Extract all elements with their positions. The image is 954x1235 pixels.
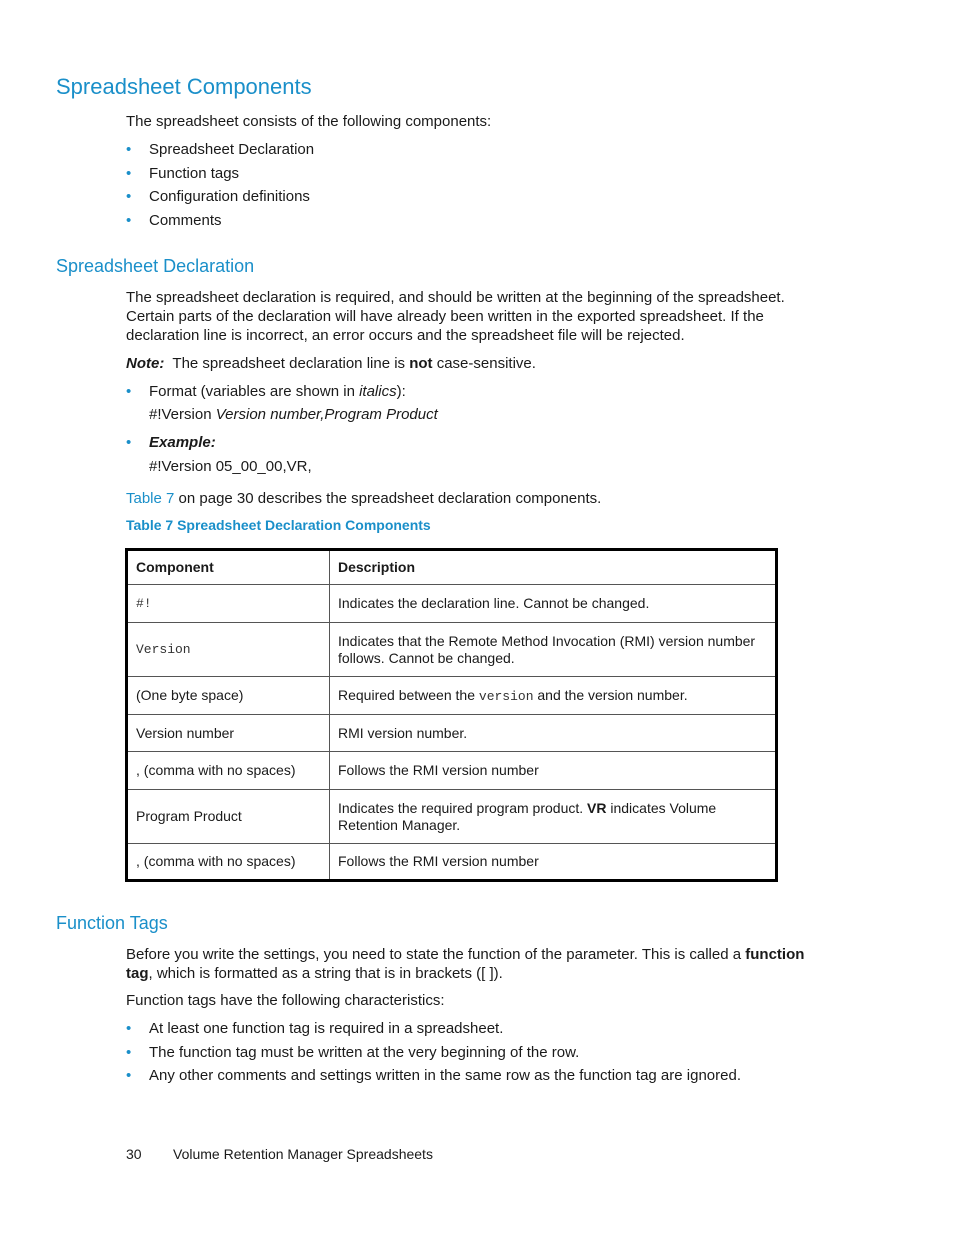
components-table: [125, 548, 778, 882]
table-cell-description: Follows the RMI version number: [330, 752, 777, 790]
declaration-paragraph: The spreadsheet declaration is required, and should be written at the beginning of the spreadsheet. Certain parts of the declaration will have already been written in the exported spreadsheet. If the declaration line is incorrect, an error occurs and the spreadsheet file will be rejected.: [126, 289, 785, 344]
format-line: #!Version Version number,Program Product: [149, 406, 438, 423]
bullet-icon: •: [126, 188, 132, 206]
list-item: • The function tag must be written at the very beginning of the row.: [126, 1041, 741, 1065]
bullet-icon: •: [126, 383, 132, 400]
chapter-title: Volume Retention Manager Spreadsheets: [173, 1146, 433, 1162]
table-cell-description: RMI version number.: [330, 715, 777, 752]
table-cell-component: (One byte space): [127, 677, 330, 715]
list-item: • Spreadsheet Declaration: [126, 138, 314, 162]
column-header-component: Component: [127, 550, 330, 585]
note-line: Note: The spreadsheet declaration line is not case-sensitive.: [126, 355, 536, 372]
table-cell-description: Follows the RMI version number: [330, 844, 777, 881]
bullet-icon: •: [126, 1067, 132, 1085]
table-cell-component: Version: [127, 623, 330, 677]
table-cell-description: Indicates that the Remote Method Invocation (RMI) version number follows. Cannot be changed.: [330, 623, 777, 677]
table-cell-component: Version number: [127, 715, 330, 752]
table-cell-component: , (comma with no spaces): [127, 844, 330, 881]
example-line: #!Version 05_00_00,VR,: [149, 458, 312, 475]
table-caption: Table 7 Spreadsheet Declaration Components: [126, 517, 431, 533]
bullet-icon: •: [126, 164, 132, 182]
bullet-icon: •: [126, 434, 132, 451]
table-cell-component: Program Product: [127, 790, 330, 844]
table-cell-description: Required between the version and the version number.: [330, 677, 777, 715]
page-number: 30: [126, 1146, 142, 1162]
table-row: [127, 623, 777, 677]
bullet-icon: •: [126, 211, 132, 229]
bullet-icon: •: [126, 141, 132, 158]
table-cell-component: #!: [127, 585, 330, 623]
table-header-row: [127, 550, 777, 585]
function-tags-paragraph: Before you write the settings, you need to state the function of the parameter. This is called a function tag, which is formatted as a string that is in brackets ([ ]).: [126, 946, 805, 982]
table-cell-component: , (comma with no spaces): [127, 752, 330, 790]
note-label: Note:: [126, 355, 165, 372]
components-intro: The spreadsheet consists of the following components:: [126, 113, 492, 130]
example-bullet: • Example:: [126, 434, 216, 451]
table-7-link[interactable]: Table 7: [126, 490, 175, 507]
bullet-icon: •: [126, 1043, 132, 1061]
table-row: [127, 715, 777, 752]
table-row: [127, 677, 777, 715]
list-item: • Configuration definitions: [126, 185, 314, 209]
table-row: [127, 752, 777, 790]
section-title-spreadsheet-declaration: Spreadsheet Declaration: [56, 256, 255, 276]
bullet-icon: •: [126, 1020, 132, 1037]
components-list: [126, 138, 314, 232]
table-row: [127, 790, 777, 844]
table-row: [127, 585, 777, 623]
table-reference: Table 7 on page 30 describes the spreadsheet declaration components.: [126, 490, 602, 507]
characteristics-intro: Function tags have the following characteristics:: [126, 992, 445, 1009]
section-title-function-tags: Function Tags: [56, 913, 168, 933]
section-title-spreadsheet-components: Spreadsheet Components: [56, 74, 312, 99]
list-item: • Comments: [126, 209, 314, 233]
list-item: • Any other comments and settings written in the same row as the function tag are ignored.: [126, 1064, 741, 1088]
characteristics-list: [126, 1017, 741, 1088]
list-item: • At least one function tag is required in a spreadsheet.: [126, 1017, 741, 1041]
format-bullet: • Format (variables are shown in italics):: [126, 383, 406, 400]
list-item: • Function tags: [126, 162, 314, 186]
table-cell-description: Indicates the required program product. VR indicates Volume Retention Manager.: [330, 790, 777, 844]
table-row: [127, 844, 777, 881]
column-header-description: Description: [330, 550, 777, 585]
table-cell-description: Indicates the declaration line. Cannot be changed.: [330, 585, 777, 623]
